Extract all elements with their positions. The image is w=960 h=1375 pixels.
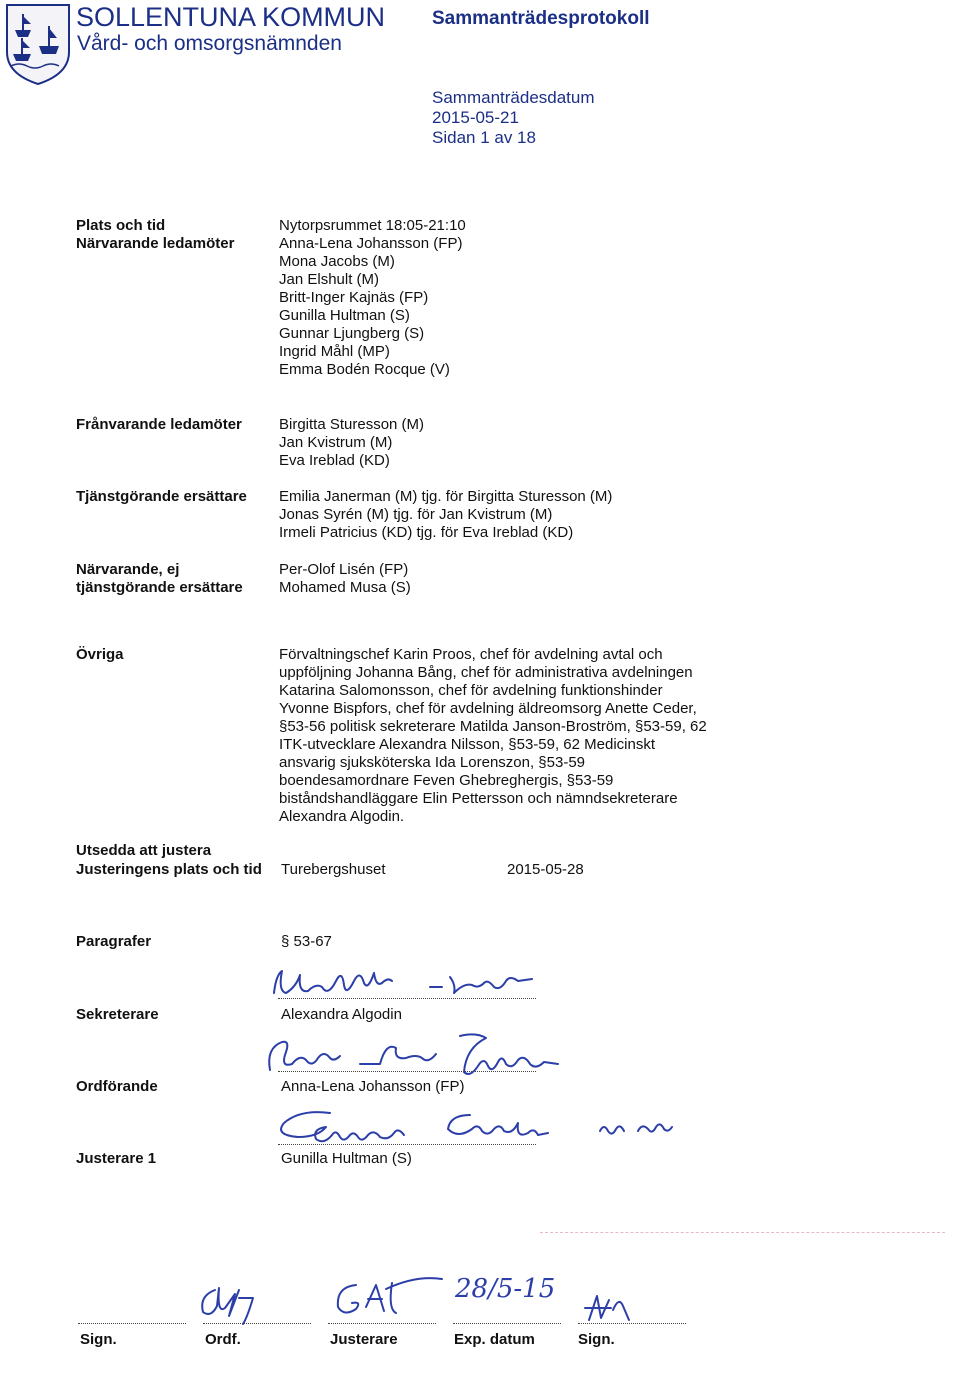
list-item: Förvaltningschef Karin Proos, chef för avdelning avtal och [279, 646, 663, 663]
nonserving-substitutes-label [76, 561, 243, 597]
list-item: Mohamed Musa (S) [279, 579, 411, 596]
list-item: ITK-utvecklare Alexandra Nilsson, §53-59, 62 Medicinskt [279, 736, 656, 753]
list-item: Birgitta Sturesson (M) [279, 416, 425, 433]
list-item: Jan Kvistrum (M) [279, 434, 393, 451]
list-item: Per-Olof Lisén (FP) [279, 561, 409, 578]
adjustment-date: 2015-05-28 [507, 861, 584, 878]
chair-signature [260, 1030, 600, 1080]
present-members-list [279, 217, 466, 379]
secretary-role: Sekreterare [76, 1006, 159, 1023]
ordf-initials [195, 1280, 285, 1325]
secretary-signature [270, 965, 560, 1005]
list-item: Britt-Inger Kajnäs (FP) [279, 289, 429, 306]
nonserving-label-line-1: Närvarande, ej [76, 561, 180, 578]
place-time: Nytorpsrummet 18:05-21:10 [279, 217, 466, 234]
meeting-date-label: Sammanträdesdatum [432, 88, 595, 107]
list-item: §53-56 politisk sekreterare Matilda Janson-Broström, §53-59, 62 [279, 718, 707, 735]
serving-substitutes-list [279, 488, 612, 542]
absent-members-list [279, 416, 424, 470]
sign-initials [575, 1290, 645, 1325]
list-item: Jan Elshult (M) [279, 271, 380, 288]
list-item: boendesamordnare Feven Ghebreghergis, §53-59 [279, 772, 614, 789]
adjustment-place: Turebergshuset [281, 861, 386, 878]
adjuster-name: Gunilla Hultman (S) [281, 1150, 412, 1167]
footer-exp-datum-label: Exp. datum [454, 1331, 535, 1348]
sign-line-exp-datum [453, 1323, 561, 1324]
list-item: biståndshandläggare Elin Pettersson och nämndsekreterare [279, 790, 678, 807]
absent-members-label: Frånvarande ledamöter [76, 416, 242, 433]
list-item: Irmeli Patricius (KD) tjg. för Eva Ireblad (KD) [279, 524, 574, 541]
footer-sign-label-2: Sign. [578, 1331, 615, 1348]
appointed-label: Utsedda att justera [76, 842, 212, 859]
organization-name: SOLLENTUNA KOMMUN [76, 2, 386, 32]
footer-sign-label: Sign. [80, 1331, 117, 1348]
board-name: Vård- och omsorgsnämnden [77, 32, 342, 55]
place-time-label: Plats och tid [76, 217, 166, 234]
chair-sign-line [278, 1071, 536, 1072]
adjuster-role: Justerare 1 [76, 1150, 157, 1167]
sign-line-1 [78, 1323, 186, 1324]
list-item: Katarina Salomonsson, chef för avdelning funktionshinder [279, 682, 663, 699]
paragraphs-value: § 53-67 [281, 933, 332, 950]
meeting-date: 2015-05-21 [432, 108, 519, 127]
list-item: Mona Jacobs (M) [279, 253, 395, 270]
present-members-label: Närvarande ledamöter [76, 235, 235, 252]
nonserving-substitutes-list [279, 561, 411, 597]
list-item: Emma Bodén Rocque (V) [279, 361, 450, 378]
list-item: Gunilla Hultman (S) [279, 307, 410, 324]
others-list [279, 646, 707, 826]
list-item: Alexandra Algodin. [279, 808, 405, 825]
chair-role: Ordförande [76, 1078, 158, 1095]
list-item: Emilia Janerman (M) tjg. för Birgitta Sturesson (M) [279, 488, 613, 505]
nonserving-label-line-2: tjänstgörande ersättare [76, 579, 243, 596]
secretary-sign-line [278, 998, 536, 999]
page-number: Sidan 1 av 18 [432, 128, 536, 147]
sign-line-justerare [328, 1323, 436, 1324]
adjuster-initials [330, 1275, 450, 1320]
handwritten-date: 28/5-15 [455, 1274, 556, 1304]
list-item: Jonas Syrén (M) tjg. för Jan Kvistrum (M) [279, 506, 553, 523]
list-item: Eva Ireblad (KD) [279, 452, 390, 469]
paragraphs-label: Paragrafer [76, 933, 152, 950]
list-item: Ingrid Måhl (MP) [279, 343, 390, 360]
list-item: Gunnar Ljungberg (S) [279, 325, 425, 342]
list-item: Anna-Lena Johansson (FP) [279, 235, 463, 252]
footer-ordf-label: Ordf. [205, 1331, 241, 1348]
chair-name: Anna-Lena Johansson (FP) [281, 1078, 465, 1095]
others-label: Övriga [76, 646, 124, 663]
list-item: uppföljning Johanna Bång, chef för administrativa avdelningen [279, 664, 693, 681]
document-type: Sammanträdesprotokoll [432, 8, 650, 29]
secretary-name: Alexandra Algodin [281, 1006, 402, 1023]
sign-line-ordf [203, 1323, 311, 1324]
list-item: Yvonne Bispfors, chef för avdelning äldreomsorg Anette Ceder, [279, 700, 697, 717]
municipality-crest-logo [3, 2, 73, 86]
adjuster-sign-line [278, 1144, 536, 1145]
serving-substitutes-label: Tjänstgörande ersättare [76, 488, 247, 505]
list-item: ansvarig sjuksköterska Ida Lorenszon, §53-59 [279, 754, 586, 771]
divider [540, 1232, 945, 1233]
adjustment-place-time-label: Justeringens plats och tid [76, 861, 262, 878]
meeting-meta [432, 88, 595, 148]
sign-line-2 [578, 1323, 686, 1324]
footer-justerare-label: Justerare [330, 1331, 398, 1348]
